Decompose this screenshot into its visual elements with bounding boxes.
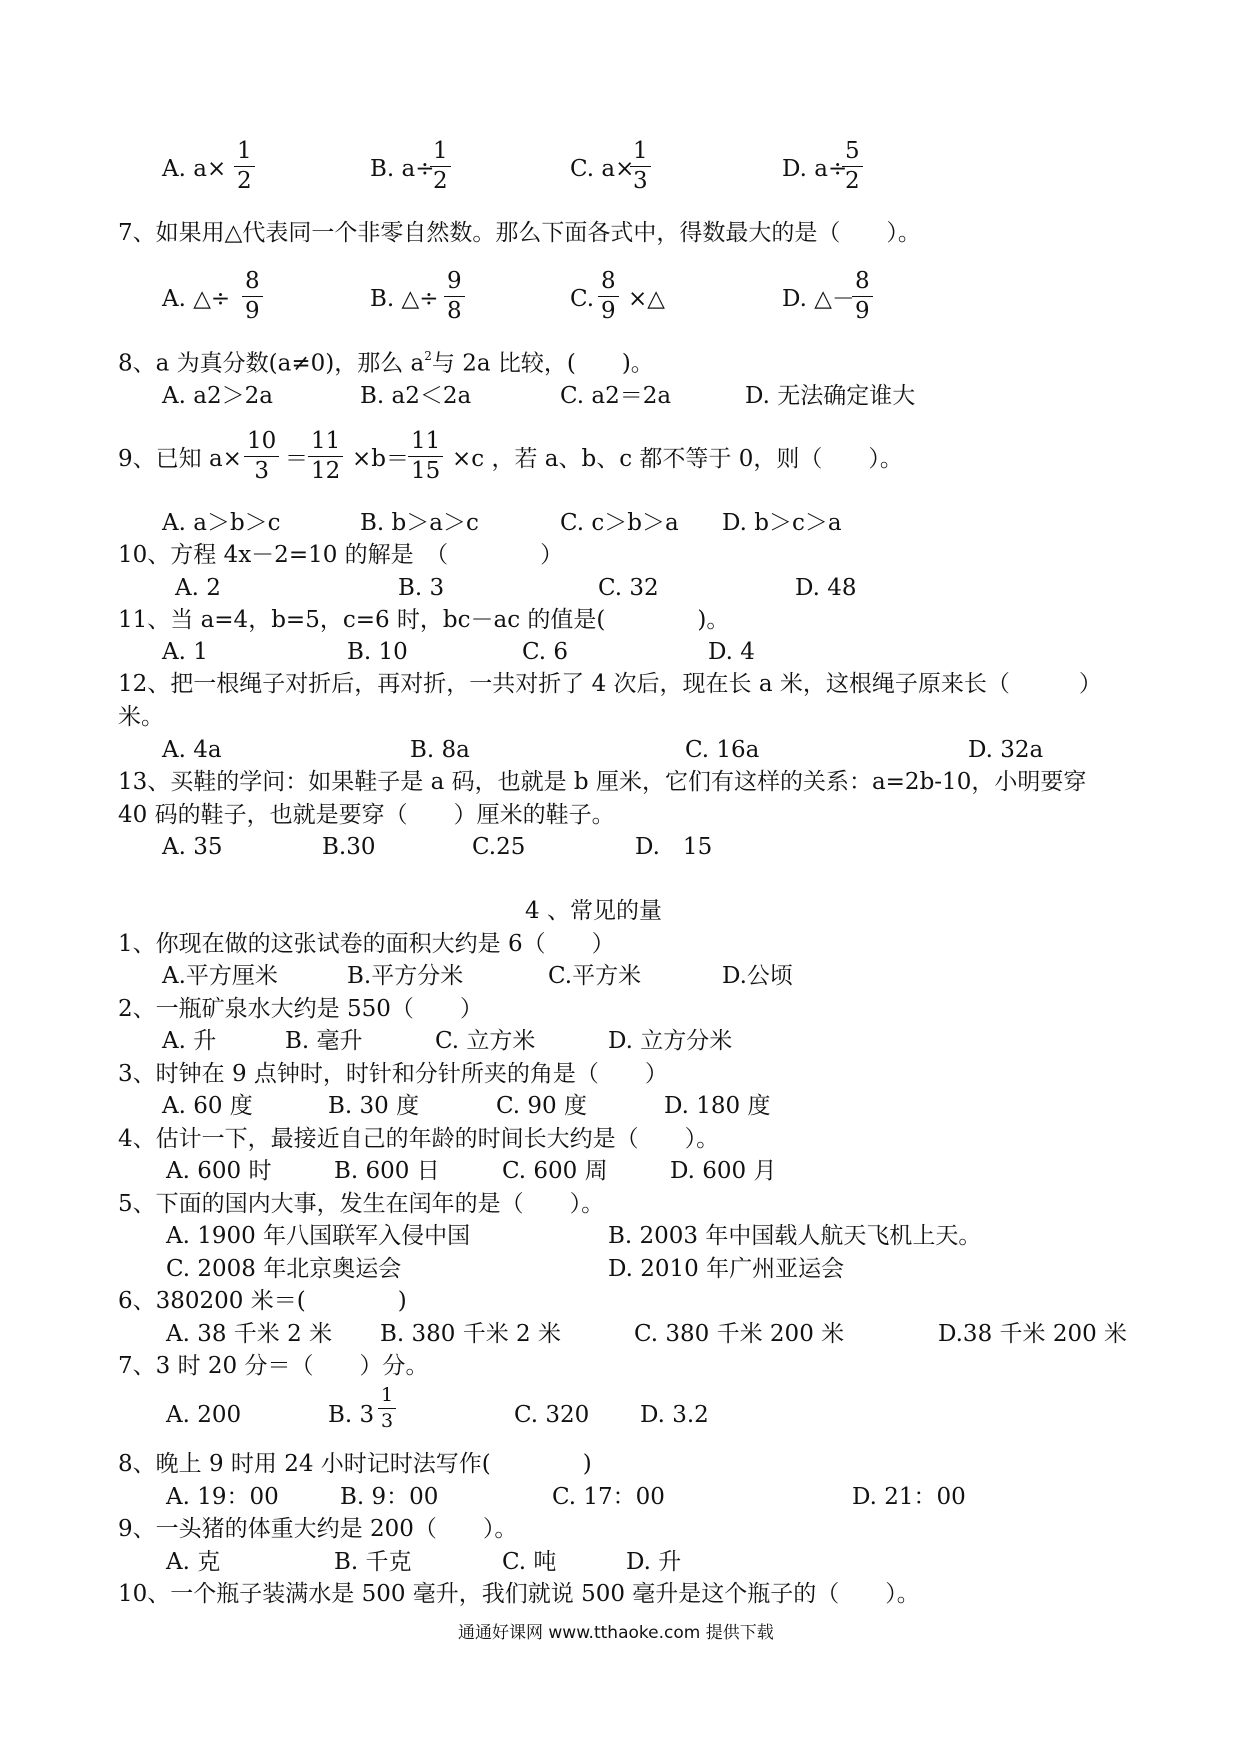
s4-q8-option-b: B. 9：00 — [340, 1484, 439, 1510]
s4-q1-option-c: C.平方米 — [548, 963, 642, 989]
fraction-numerator: 8 — [598, 270, 619, 297]
q9-option-d: D. b＞c＞a — [722, 510, 842, 536]
fraction-denominator: 8 — [447, 298, 462, 324]
q9-fraction-1 — [244, 430, 279, 483]
s4-q4-option-a: A. 600 时 — [166, 1158, 272, 1184]
q7-option-c-fraction — [598, 270, 619, 323]
s4-q9-option-c: C. 吨 — [502, 1549, 557, 1575]
s4-q1-option-d: D.公顷 — [722, 963, 793, 989]
q8-option-d: D. 无法确定谁大 — [745, 383, 916, 409]
q6-option-a-fraction — [234, 140, 255, 193]
s4-q2-option-d: D. 立方分米 — [608, 1028, 733, 1054]
fraction-denominator: 3 — [254, 458, 269, 484]
s4-question-7-stem: 7、3 时 20 分＝（ ）分。 — [118, 1353, 429, 1379]
fraction-denominator: 12 — [311, 458, 341, 484]
question-12-stem: 12、把一根绳子对折后，再对折，一共对折了 4 次后，现在长 a 米，这根绳子原来长（ ） — [118, 671, 1102, 697]
fraction-numerator: 1 — [234, 140, 255, 167]
q12-option-d: D. 32a — [968, 737, 1044, 763]
s4-q4-option-b: B. 600 日 — [334, 1158, 440, 1184]
s4-q8-option-a: A. 19：00 — [166, 1484, 279, 1510]
fraction-denominator: 3 — [381, 1410, 394, 1432]
s4-q6-option-b: B. 380 千米 2 米 — [380, 1321, 561, 1347]
s4-question-2-stem: 2、一瓶矿泉水大约是 550（ ） — [118, 996, 483, 1022]
q13-option-d: D. 15 — [635, 834, 713, 860]
s4-q3-option-a: A. 60 度 — [162, 1093, 253, 1119]
s4-q9-option-b: B. 千克 — [334, 1549, 412, 1575]
s4-q7-option-d: D. 3.2 — [640, 1402, 709, 1428]
q9-option-a: A. a＞b＞c — [162, 510, 281, 536]
question-9-prefix: 9、已知 a× — [118, 446, 242, 472]
q8-option-b: B. a2＜2a — [360, 383, 472, 409]
q12-option-c: C. 16a — [685, 737, 760, 763]
s4-q6-option-a: A. 38 千米 2 米 — [166, 1321, 333, 1347]
fraction-denominator: 3 — [633, 168, 648, 194]
q6-option-b: B. a÷ — [370, 156, 435, 182]
fraction-numerator: 1 — [430, 140, 451, 167]
q12-option-b: B. 8a — [410, 737, 470, 763]
s4-q7-option-c: C. 320 — [514, 1402, 590, 1428]
q10-option-d: D. 48 — [795, 575, 857, 601]
s4-q1-option-b: B.平方分米 — [347, 963, 464, 989]
s4-question-8-stem: 8、晚上 9 时用 24 小时记时法写作( ) — [118, 1451, 592, 1477]
q7-option-a-fraction — [242, 270, 263, 323]
question-13-stem: 13、买鞋的学问：如果鞋子是 a 码，也就是 b 厘米，它们有这样的关系：a=2b-10，小明要穿 — [118, 769, 1087, 795]
question-7-stem: 7、如果用△代表同一个非零自然数。那么下面各式中，得数最大的是（ ）。 — [118, 220, 921, 246]
s4-q1-option-a: A.平方厘米 — [162, 963, 278, 989]
s4-question-3-stem: 3、时钟在 9 点钟时，时针和分针所夹的角是（ ） — [118, 1061, 668, 1087]
q8-option-c: C. a2＝2a — [560, 383, 672, 409]
fraction-numerator: 5 — [842, 140, 863, 167]
q11-option-c: C. 6 — [522, 639, 569, 665]
q13-option-a: A. 35 — [162, 834, 223, 860]
s4-q4-option-d: D. 600 月 — [670, 1158, 777, 1184]
q9-fraction-2 — [308, 430, 343, 483]
q6-option-c: C. a× — [570, 156, 635, 182]
q6-option-a: A. a× — [162, 156, 227, 182]
s4-q8-option-c: C. 17：00 — [552, 1484, 665, 1510]
q11-option-d: D. 4 — [708, 639, 755, 665]
fraction-numerator: 11 — [408, 430, 443, 457]
superscript: 2 — [424, 349, 432, 363]
q7-option-d: D. △－ — [782, 286, 855, 312]
s4-question-1-stem: 1、你现在做的这张试卷的面积大约是 6（ ） — [118, 931, 615, 957]
s4-q7-option-a: A. 200 — [166, 1402, 242, 1428]
question-8-stem-part1: 8、a 为真分数(a≠0)，那么 a — [118, 350, 425, 377]
s4-q2-option-a: A. 升 — [162, 1028, 217, 1054]
q9-option-c: C. c＞b＞a — [560, 510, 679, 536]
q6-option-d-fraction — [842, 140, 863, 193]
fraction-denominator: 9 — [855, 298, 870, 324]
s4-q4-option-c: C. 600 周 — [502, 1158, 608, 1184]
q11-option-a: A. 1 — [162, 639, 208, 665]
fraction-numerator: 8 — [852, 270, 873, 297]
fraction-denominator: 15 — [411, 458, 441, 484]
q7-option-b: B. △÷ — [370, 286, 439, 312]
s4-question-4-stem: 4、估计一下，最接近自己的年龄的时间长大约是（ ）。 — [118, 1126, 720, 1152]
q6-option-d: D. a÷ — [782, 156, 848, 182]
s4-q2-option-b: B. 毫升 — [285, 1028, 363, 1054]
q9-fraction-3 — [408, 430, 443, 483]
q7-option-d-fraction — [852, 270, 873, 323]
q7-option-b-fraction — [444, 270, 465, 323]
fraction-numerator: 1 — [630, 140, 651, 167]
q12-option-a: A. 4a — [162, 737, 222, 763]
fraction-numerator: 9 — [444, 270, 465, 297]
s4-q8-option-d: D. 21：00 — [852, 1484, 966, 1510]
s4-q9-option-a: A. 克 — [166, 1549, 221, 1575]
s4-q7-option-b: B. 3 — [328, 1402, 375, 1428]
q9-middle: ×b＝ — [352, 446, 409, 472]
s4-q3-option-c: C. 90 度 — [496, 1093, 587, 1119]
s4-q3-option-d: D. 180 度 — [664, 1093, 771, 1119]
fraction-numerator: 1 — [378, 1386, 396, 1409]
question-8-stem — [118, 349, 654, 377]
q11-option-b: B. 10 — [347, 639, 408, 665]
s4-q9-option-d: D. 升 — [626, 1549, 682, 1575]
fraction-numerator: 10 — [244, 430, 279, 457]
q13-option-c: C.25 — [472, 834, 526, 860]
s4-q5-option-a: A. 1900 年八国联军入侵中国 — [166, 1223, 471, 1249]
s4-question-5-stem: 5、下面的国内大事，发生在闰年的是（ ）。 — [118, 1191, 605, 1217]
s4-q3-option-b: B. 30 度 — [328, 1093, 420, 1119]
s4-question-10-stem: 10、一个瓶子装满水是 500 毫升，我们就说 500 毫升是这个瓶子的（ ）。 — [118, 1581, 920, 1607]
question-12-stem-line2: 米。 — [118, 704, 164, 730]
s4-q2-option-c: C. 立方米 — [435, 1028, 536, 1054]
s4-q5-option-b: B. 2003 年中国载人航天飞机上天。 — [608, 1223, 982, 1249]
s4-q6-option-c: C. 380 千米 200 米 — [634, 1321, 845, 1347]
q10-option-c: C. 32 — [598, 575, 659, 601]
question-8-stem-part2: 与 2a 比较，( )。 — [431, 350, 654, 377]
fraction-denominator: 2 — [433, 168, 448, 194]
fraction-denominator: 9 — [245, 298, 260, 324]
s4-q7-option-b-fraction — [378, 1386, 396, 1431]
fraction-numerator: 11 — [308, 430, 343, 457]
fraction-denominator: 2 — [237, 168, 252, 194]
q9-option-b: B. b＞a＞c — [360, 510, 479, 536]
q10-option-b: B. 3 — [398, 575, 445, 601]
q7-option-c: C. — [570, 286, 595, 312]
question-10-stem: 10、方程 4x－2=10 的解是 （ ） — [118, 542, 564, 568]
q6-option-b-fraction — [430, 140, 451, 193]
s4-q5-option-d: D. 2010 年广州亚运会 — [608, 1256, 845, 1282]
question-11-stem: 11、当 a=4，b=5，c=6 时，bc－ac 的值是( )。 — [118, 607, 730, 633]
fraction-denominator: 2 — [845, 168, 860, 194]
section-4-title: 4 、常见的量 — [525, 898, 662, 924]
q8-option-a: A. a2＞2a — [162, 383, 273, 409]
q10-option-a: A. 2 — [175, 575, 221, 601]
s4-q6-option-d: D.38 千米 200 米 — [938, 1321, 1128, 1347]
fraction-denominator: 9 — [601, 298, 616, 324]
fraction-numerator: 8 — [242, 270, 263, 297]
q7-option-a: A. △÷ — [162, 286, 231, 312]
q9-equals: ＝ — [285, 446, 308, 472]
s4-q5-option-c: C. 2008 年北京奥运会 — [166, 1256, 402, 1282]
page-footer: 通通好课网 www.tthaoke.com 提供下载 — [458, 1623, 774, 1643]
q6-option-c-fraction — [630, 140, 651, 193]
s4-question-6-stem: 6、380200 米＝( ) — [118, 1288, 407, 1314]
q7-option-c-tail: ×△ — [628, 286, 665, 312]
s4-question-9-stem: 9、一头猪的体重大约是 200（ ）。 — [118, 1516, 518, 1542]
question-13-stem-line2: 40 码的鞋子，也就是要穿（ ）厘米的鞋子。 — [118, 802, 615, 828]
q13-option-b: B.30 — [322, 834, 376, 860]
q9-tail: ×c ，若 a、b、c 都不等于 0，则（ ）。 — [452, 446, 903, 472]
